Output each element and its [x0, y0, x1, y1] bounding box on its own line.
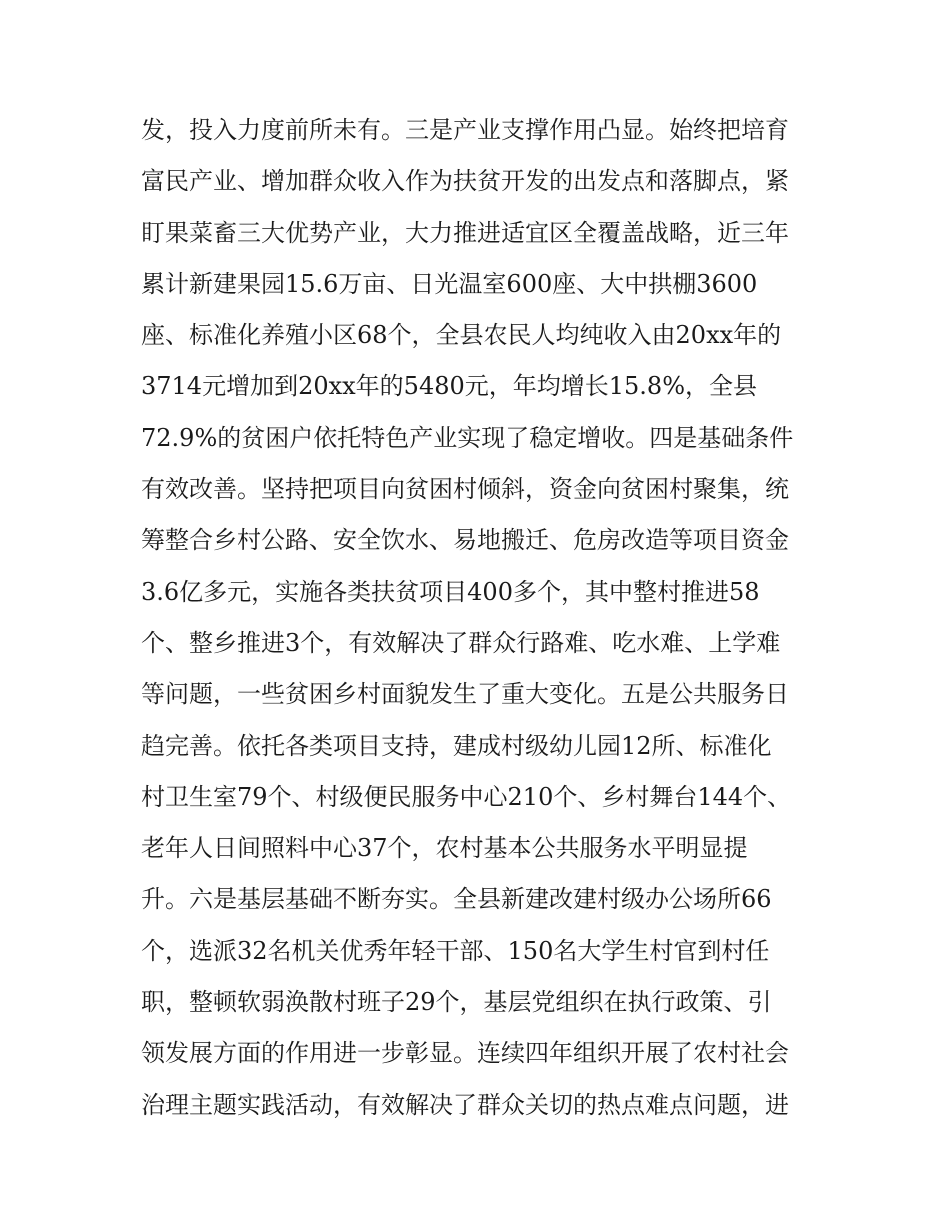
text-line: 富民产业、增加群众收入作为扶贫开发的出发点和落脚点，紧: [141, 167, 789, 196]
text-line: 趋完善。依托各类项目支持，建成村级幼儿园12所、标准化: [141, 731, 772, 760]
text-line: 职，整顿软弱涣散村班子29个，基层党组织在执行政策、引: [141, 988, 772, 1017]
text-line: 老年人日间照料中心37个，农村基本公共服务水平明显提: [141, 834, 748, 863]
text-line: 治理主题实践活动，有效解决了群众关切的热点难点问题，进: [141, 1090, 789, 1119]
text-line: 累计新建果园15.6万亩、日光温室600座、大中拱棚3600: [141, 269, 758, 298]
text-line: 升。六是基层基础不断夯实。全县新建改建村级办公场所66: [141, 885, 772, 914]
text-line: 个，选派32名机关优秀年轻干部、150名大学生村官到村任: [141, 936, 770, 965]
body-text: [141, 105, 841, 1131]
text-line: 3714元增加到20xx年的5480元，年均增长15.8%，全县: [141, 372, 758, 401]
text-line: 72.9%的贫困户依托特色产业实现了稳定增收。四是基础条件: [141, 423, 794, 452]
text-line: 领发展方面的作用进一步彰显。连续四年组织开展了农村社会: [141, 1039, 789, 1068]
text-line: 等问题，一些贫困乡村面貌发生了重大变化。五是公共服务日: [141, 680, 789, 709]
text-line: 盯果菜畜三大优势产业，大力推进适宜区全覆盖战略，近三年: [141, 218, 789, 247]
text-line: 筹整合乡村公路、安全饮水、易地搬迁、危房改造等项目资金: [141, 526, 789, 555]
text-line: 发，投入力度前所未有。三是产业支撑作用凸显。始终把培育: [141, 116, 789, 144]
text-line: 个、整乡推进3个，有效解决了群众行路难、吃水难、上学难: [141, 628, 781, 657]
text-line: 有效改善。坚持把项目向贫困村倾斜，资金向贫困村聚集，统: [141, 475, 789, 504]
text-line: 座、标准化养殖小区68个，全县农民人均纯收入由20xx年的: [141, 321, 782, 350]
text-line: 村卫生室79个、村级便民服务中心210个、乡村舞台144个、: [141, 782, 792, 811]
text-line: 3.6亿多元，实施各类扶贫项目400多个，其中整村推进58: [141, 577, 760, 606]
